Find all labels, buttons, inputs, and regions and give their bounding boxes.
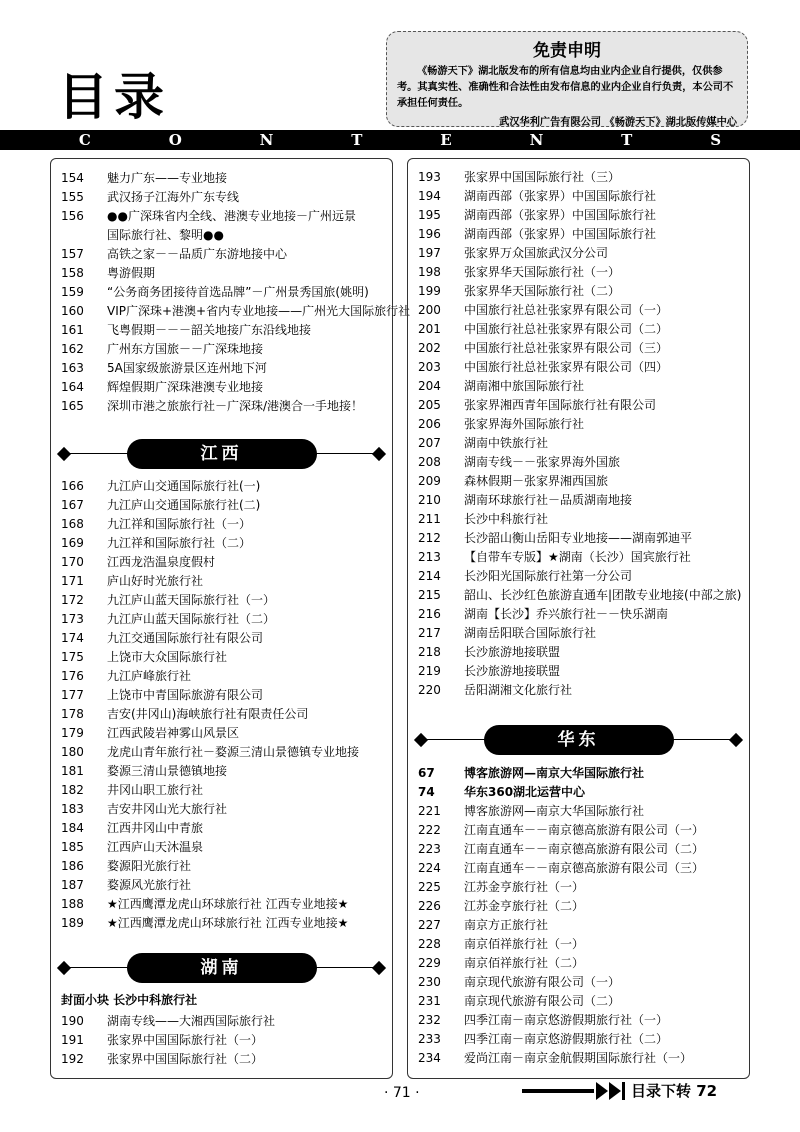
list-item[interactable] — [408, 206, 749, 225]
list-item[interactable] — [51, 245, 392, 264]
item-title: 广州东方国旅－－广深珠地接 — [107, 342, 264, 356]
list-item[interactable] — [408, 453, 749, 472]
item-title: 江苏金亨旅行社（二） — [464, 899, 585, 913]
diamond-icon — [372, 961, 386, 975]
item-number: 156 — [61, 209, 84, 223]
list-item[interactable] — [408, 320, 749, 339]
item-number: 164 — [61, 380, 84, 394]
list-item[interactable] — [51, 686, 392, 705]
item-number: 211 — [418, 512, 441, 526]
item-number: 198 — [418, 265, 441, 279]
list-item[interactable] — [408, 567, 749, 586]
item-title: 婺源三清山景德镇地接 — [107, 764, 228, 778]
list-item[interactable] — [408, 681, 749, 700]
list-item[interactable] — [51, 781, 392, 800]
item-title: 江西井冈山中青旅 — [107, 821, 204, 835]
list-item[interactable] — [51, 302, 411, 321]
list-item[interactable] — [51, 876, 392, 895]
item-number: 199 — [418, 284, 441, 298]
item-number: 189 — [61, 916, 84, 930]
item-title: ●●广深珠省内全线、港澳专业地接－广州远景 — [107, 209, 356, 223]
item-number: 226 — [418, 899, 441, 913]
item-number: 197 — [418, 246, 441, 260]
item-number: 158 — [61, 266, 84, 280]
item-number: 181 — [61, 764, 84, 778]
item-number: 166 — [61, 479, 84, 493]
item-title: VIP广深珠+港澳+省内专业地接——广州光大国际旅行社 — [107, 304, 411, 318]
list-item[interactable] — [408, 1011, 749, 1030]
item-number: 168 — [61, 517, 84, 531]
item-title: 九江祥和国际旅行社（一） — [107, 517, 252, 531]
item-number: 203 — [418, 360, 441, 374]
item-number: 227 — [418, 918, 441, 932]
list-item[interactable] — [51, 321, 392, 340]
item-number: 180 — [61, 745, 84, 759]
item-title: 湖南西部（张家界）中国国际旅行社 — [464, 227, 657, 241]
item-number: 163 — [61, 361, 84, 375]
item-number: 177 — [61, 688, 84, 702]
item-number: 185 — [61, 840, 84, 854]
list-item[interactable] — [408, 992, 749, 1011]
item-number: 155 — [61, 190, 84, 204]
item-number: 201 — [418, 322, 441, 336]
item-title: 岳阳湖湘文化旅行社 — [464, 683, 573, 697]
item-title: 南京佰祥旅行社（一） — [464, 937, 585, 951]
list-item[interactable] — [408, 1049, 749, 1068]
list-item[interactable] — [408, 764, 749, 783]
list-item[interactable] — [408, 187, 749, 206]
item-number: 209 — [418, 474, 441, 488]
right-column — [407, 158, 750, 1079]
list-item[interactable] — [408, 282, 749, 301]
list-item[interactable] — [51, 1050, 392, 1069]
item-number: 229 — [418, 956, 441, 970]
next-page-link[interactable] — [522, 1080, 717, 1101]
item-title: 庐山好时光旅行社 — [107, 574, 204, 588]
list-item[interactable] — [51, 1012, 392, 1031]
list-item[interactable] — [51, 188, 392, 207]
item-title: 九江庐山蓝天国际旅行社（一） — [107, 593, 276, 607]
list-item[interactable] — [51, 705, 392, 724]
item-title: 江西庐山天沐温泉 — [107, 840, 204, 854]
list-item[interactable] — [51, 1031, 392, 1050]
list-item[interactable] — [408, 897, 749, 916]
list-item[interactable] — [408, 878, 749, 897]
item-title: 飞粤假期－－－韶关地接广东沿线地接 — [107, 323, 312, 337]
list-item[interactable] — [51, 762, 392, 781]
section-header-hunan — [51, 953, 392, 983]
item-title: 张家界湘西青年国际旅行社有限公司 — [464, 398, 657, 412]
list-item[interactable] — [51, 340, 392, 359]
item-title: 龙虎山青年旅行社－婺源三清山景德镇专业地接 — [107, 745, 360, 759]
item-title: 辉煌假期广深珠港澳专业地接 — [107, 380, 264, 394]
list-item[interactable] — [408, 840, 749, 859]
item-number: 173 — [61, 612, 84, 626]
list-item[interactable] — [51, 264, 392, 283]
list-item[interactable] — [408, 586, 749, 605]
item-title: 吉安井冈山光大旅行社 — [107, 802, 228, 816]
list-item[interactable] — [408, 783, 749, 802]
item-number: 214 — [418, 569, 441, 583]
diamond-icon — [729, 733, 743, 747]
item-number: 186 — [61, 859, 84, 873]
item-number: 175 — [61, 650, 84, 664]
item-title: 湖南岳阳联合国际旅行社 — [464, 626, 597, 640]
item-number: 222 — [418, 823, 441, 837]
item-number: 182 — [61, 783, 84, 797]
item-title: 高铁之家－－品质广东游地接中心 — [107, 247, 288, 261]
item-number: 232 — [418, 1013, 441, 1027]
item-number: 171 — [61, 574, 84, 588]
list-item[interactable] — [408, 377, 749, 396]
item-number: 161 — [61, 323, 84, 337]
list-item[interactable] — [408, 548, 749, 567]
item-number: 187 — [61, 878, 84, 892]
item-title: 长沙韶山衡山岳阳专业地接——湖南郭迪平 — [464, 531, 693, 545]
item-number: 210 — [418, 493, 441, 507]
list-item[interactable] — [51, 914, 392, 933]
item-title: 江南直通车－－南京德高旅游有限公司（三） — [464, 861, 705, 875]
item-title: 武汉扬子江海外广东专线 — [107, 190, 240, 204]
item-title: 张家界海外国际旅行社 — [464, 417, 585, 431]
item-title: 南京现代旅游有限公司（二） — [464, 994, 621, 1008]
contents-letter: N — [529, 131, 544, 149]
item-title: 江苏金亨旅行社（一） — [464, 880, 585, 894]
item-number: 231 — [418, 994, 441, 1008]
section-title: 湖南 — [127, 953, 317, 983]
item-number: 188 — [61, 897, 84, 911]
item-number: 192 — [61, 1052, 84, 1066]
item-number: 206 — [418, 417, 441, 431]
list-item[interactable] — [51, 397, 392, 416]
item-number: 225 — [418, 880, 441, 894]
item-title: 南京佰祥旅行社（二） — [464, 956, 585, 970]
contents-letter: O — [168, 131, 182, 149]
section-title: 江西 — [127, 439, 317, 469]
item-number: 233 — [418, 1032, 441, 1046]
item-number: 176 — [61, 669, 84, 683]
item-number: 184 — [61, 821, 84, 835]
item-title: 长沙阳光国际旅行社第一分公司 — [464, 569, 633, 583]
list-item[interactable] — [408, 396, 749, 415]
item-title: 湖南西部（张家界）中国国际旅行社 — [464, 189, 657, 203]
item-number: 178 — [61, 707, 84, 721]
contents-letter: T — [621, 131, 633, 149]
item-number: 169 — [61, 536, 84, 550]
list-item[interactable] — [51, 378, 392, 397]
item-number: 167 — [61, 498, 84, 512]
contents-letter: S — [710, 131, 722, 149]
item-number: 202 — [418, 341, 441, 355]
section-header-huadong — [408, 725, 749, 755]
item-title: 博客旅游网—南京大华国际旅行社 — [464, 804, 645, 818]
item-number: 230 — [418, 975, 441, 989]
end-bar-icon — [622, 1082, 625, 1100]
item-number: 194 — [418, 189, 441, 203]
item-title: 魅力广东——专业地接 — [107, 171, 228, 185]
list-item[interactable] — [408, 954, 749, 973]
item-number: 74 — [418, 785, 435, 799]
item-title: 国际旅行社、黎明●● — [107, 228, 224, 242]
item-number: 204 — [418, 379, 441, 393]
list-item[interactable] — [408, 434, 749, 453]
item-title: 湖南中铁旅行社 — [464, 436, 549, 450]
item-title: 长沙旅游地接联盟 — [464, 664, 561, 678]
item-number: 191 — [61, 1033, 84, 1047]
list-item[interactable] — [408, 168, 749, 187]
item-title: ★江西鹰潭龙虎山环球旅行社 江西专业地接★ — [107, 916, 349, 930]
page-title: 目录 — [58, 68, 170, 126]
item-number: 207 — [418, 436, 441, 450]
item-number: 172 — [61, 593, 84, 607]
contents-letter: T — [351, 131, 363, 149]
list-item[interactable] — [51, 207, 392, 226]
list-item[interactable] — [408, 605, 749, 624]
list-item[interactable] — [408, 935, 749, 954]
item-title: 南京现代旅游有限公司（一） — [464, 975, 621, 989]
disclaimer-title: 免责申明 — [533, 41, 601, 61]
item-title: 森林假期－张家界湘西国旅 — [464, 474, 609, 488]
item-title: 江西武陵岩神雾山风景区 — [107, 726, 240, 740]
item-title: 婺源风光旅行社 — [107, 878, 192, 892]
item-title: 湖南湘中旅国际旅行社 — [464, 379, 585, 393]
list-item[interactable] — [51, 572, 392, 591]
item-number: 234 — [418, 1051, 441, 1065]
item-title: 深圳市港之旅旅行社－广深珠/港澳合一手地接！ — [107, 399, 364, 413]
list-item[interactable] — [408, 358, 749, 377]
list-item[interactable] — [51, 169, 392, 188]
item-number: 212 — [418, 531, 441, 545]
item-title: 湖南专线－－张家界海外国旅 — [464, 455, 621, 469]
list-item[interactable] — [51, 819, 392, 838]
item-number: 219 — [418, 664, 441, 678]
item-title: 5A国家级旅游景区连州地下河 — [107, 361, 267, 375]
list-item[interactable] — [51, 667, 392, 686]
cover-note: 封面小块 长沙中科旅行社 — [61, 993, 198, 1007]
contents-letter: E — [440, 131, 452, 149]
list-item[interactable] — [408, 529, 749, 548]
item-title: 博客旅游网—南京大华国际旅行社 — [464, 766, 645, 780]
play-arrow-icon — [609, 1082, 621, 1100]
item-title: 九江庐峰旅行社 — [107, 669, 192, 683]
item-title: 韶山、长沙红色旅游直通车|团散专业地接(中部之旅) — [464, 588, 742, 602]
item-title: 江西龙浩温泉度假村 — [107, 555, 216, 569]
item-title: 张家界中国国际旅行社（二） — [107, 1052, 264, 1066]
list-item[interactable] — [408, 802, 749, 821]
item-title: 长沙中科旅行社 — [464, 512, 549, 526]
item-number: 195 — [418, 208, 441, 222]
item-number: 224 — [418, 861, 441, 875]
item-title: 上饶市大众国际旅行社 — [107, 650, 228, 664]
disclaimer-body: 《畅游天下》湖北版发布的所有信息均由业内企业自行提供，仅供参考。其真实性、准确性和合法性由发布信息的业内企业自行负责，本公司不承担任何责任。 — [397, 66, 734, 109]
item-number: 183 — [61, 802, 84, 816]
item-title: 井冈山职工旅行社 — [107, 783, 204, 797]
disclaimer-box — [386, 31, 748, 127]
list-item[interactable] — [408, 973, 749, 992]
item-title: 吉安(井冈山)海峡旅行社有限责任公司 — [107, 707, 309, 721]
item-number: 228 — [418, 937, 441, 951]
item-title: 四季江南－南京悠游假期旅行社（一） — [464, 1013, 669, 1027]
item-title: 华东360湖北运营中心 — [464, 785, 586, 799]
list-item[interactable] — [408, 624, 749, 643]
item-title: 粤游假期 — [107, 266, 156, 280]
item-number: 190 — [61, 1014, 84, 1028]
diamond-icon — [414, 733, 428, 747]
list-item[interactable] — [51, 724, 392, 743]
list-item[interactable] — [51, 857, 392, 876]
list-item[interactable] — [408, 263, 749, 282]
list-item[interactable] — [408, 510, 749, 529]
item-title: 张家界华天国际旅行社（一） — [464, 265, 621, 279]
list-item[interactable] — [408, 859, 749, 878]
item-title: 中国旅行社总社张家界有限公司（四） — [464, 360, 669, 374]
item-title: 南京方正旅行社 — [464, 918, 549, 932]
item-title: 中国旅行社总社张家界有限公司（二） — [464, 322, 669, 336]
list-item[interactable] — [408, 339, 749, 358]
disclaimer-signature: 武汉华利广告有限公司 《畅游天下》湖北版传媒中心 — [499, 117, 737, 128]
diamond-icon — [57, 961, 71, 975]
list-item[interactable] — [408, 1030, 749, 1049]
list-item[interactable] — [51, 553, 392, 572]
contents-banner — [0, 130, 800, 150]
list-item[interactable] — [408, 244, 749, 263]
diamond-icon — [372, 447, 386, 461]
item-number: 218 — [418, 645, 441, 659]
contents-letter: N — [259, 131, 274, 149]
item-title: 湖南环球旅行社－品质湖南地接 — [464, 493, 633, 507]
item-title: 张家界华天国际旅行社（二） — [464, 284, 621, 298]
list-item[interactable] — [51, 534, 392, 553]
item-title: 九江庐山交通国际旅行社(一) — [107, 479, 261, 493]
list-item[interactable] — [51, 895, 392, 914]
list-item[interactable] — [51, 743, 392, 762]
list-item[interactable] — [51, 648, 392, 667]
list-item[interactable] — [408, 301, 749, 320]
item-title: 江南直通车－－南京德高旅游有限公司（二） — [464, 842, 705, 856]
item-number: 200 — [418, 303, 441, 317]
item-title: 四季江南－南京悠游假期旅行社（二） — [464, 1032, 669, 1046]
item-number: 160 — [61, 304, 84, 318]
list-item[interactable] — [408, 225, 749, 244]
item-number: 216 — [418, 607, 441, 621]
diamond-icon — [57, 447, 71, 461]
item-title: 张家界中国国际旅行社（一） — [107, 1033, 264, 1047]
list-item[interactable] — [408, 491, 749, 510]
play-arrow-icon — [596, 1082, 608, 1100]
list-item[interactable] — [408, 643, 749, 662]
list-item[interactable] — [408, 916, 749, 935]
item-number: 223 — [418, 842, 441, 856]
list-item[interactable] — [51, 515, 392, 534]
item-title: 九江庐山蓝天国际旅行社（二） — [107, 612, 276, 626]
item-title: 中国旅行社总社张家界有限公司（三） — [464, 341, 669, 355]
item-title: 九江祥和国际旅行社（二） — [107, 536, 252, 550]
list-item[interactable] — [51, 591, 392, 610]
item-title: 张家界万众国旅武汉分公司 — [464, 246, 609, 260]
list-item[interactable] — [51, 610, 392, 629]
arrow-line-icon — [522, 1089, 594, 1093]
list-item[interactable] — [51, 800, 392, 819]
item-number: 159 — [61, 285, 84, 299]
item-title: 中国旅行社总社张家界有限公司（一） — [464, 303, 669, 317]
list-item[interactable] — [408, 415, 749, 434]
item-title: 【自带车专版】★湖南（长沙）国宾旅行社 — [464, 550, 691, 564]
item-number: 157 — [61, 247, 84, 261]
item-title: 九江庐山交通国际旅行社(二) — [107, 498, 261, 512]
list-item[interactable] — [51, 629, 392, 648]
item-number: 221 — [418, 804, 441, 818]
item-number: 165 — [61, 399, 84, 413]
list-item[interactable] — [51, 838, 392, 857]
next-page-label: 目录下转 72 — [631, 1082, 718, 1100]
item-number: 208 — [418, 455, 441, 469]
list-item[interactable] — [51, 226, 392, 245]
item-title: 婺源阳光旅行社 — [107, 859, 192, 873]
item-title: ★江西鹰潭龙虎山环球旅行社 江西专业地接★ — [107, 897, 349, 911]
item-title: 九江交通国际旅行社有限公司 — [107, 631, 264, 645]
item-title: “公务商务团接待首选品牌”－广州景秀国旅(姚明) — [107, 285, 369, 299]
item-number: 215 — [418, 588, 441, 602]
section-title: 华东 — [484, 725, 674, 755]
item-number: 170 — [61, 555, 84, 569]
item-number: 193 — [418, 170, 441, 184]
item-title: 张家界中国国际旅行社（三） — [464, 170, 621, 184]
item-number: 179 — [61, 726, 84, 740]
item-number: 174 — [61, 631, 84, 645]
item-title: 上饶市中青国际旅游有限公司 — [107, 688, 264, 702]
list-item[interactable] — [51, 359, 392, 378]
item-number: 220 — [418, 683, 441, 697]
list-item[interactable] — [51, 283, 392, 302]
item-title: 爱尚江南－南京金航假期国际旅行社（一） — [464, 1051, 693, 1065]
item-number: 67 — [418, 766, 435, 780]
list-item[interactable] — [51, 477, 392, 496]
item-number: 205 — [418, 398, 441, 412]
item-title: 湖南【长沙】乔兴旅行社－－快乐湖南 — [464, 607, 669, 621]
item-number: 154 — [61, 171, 84, 185]
item-title: 湖南西部（张家界）中国国际旅行社 — [464, 208, 657, 222]
item-title: 江南直通车－－南京德高旅游有限公司（一） — [464, 823, 705, 837]
item-number: 217 — [418, 626, 441, 640]
list-item[interactable] — [408, 662, 749, 681]
left-column — [50, 158, 411, 1079]
list-item[interactable] — [408, 472, 749, 491]
item-number: 213 — [418, 550, 441, 564]
list-item[interactable] — [408, 821, 749, 840]
page-number: · 71 · — [384, 1085, 420, 1101]
list-item[interactable] — [51, 496, 392, 515]
item-title: 长沙旅游地接联盟 — [464, 645, 561, 659]
item-title: 湖南专线——大湘西国际旅行社 — [107, 1014, 276, 1028]
item-number: 162 — [61, 342, 84, 356]
contents-letter: C — [78, 131, 91, 149]
item-number: 196 — [418, 227, 441, 241]
section-header-jiangxi — [51, 439, 392, 469]
